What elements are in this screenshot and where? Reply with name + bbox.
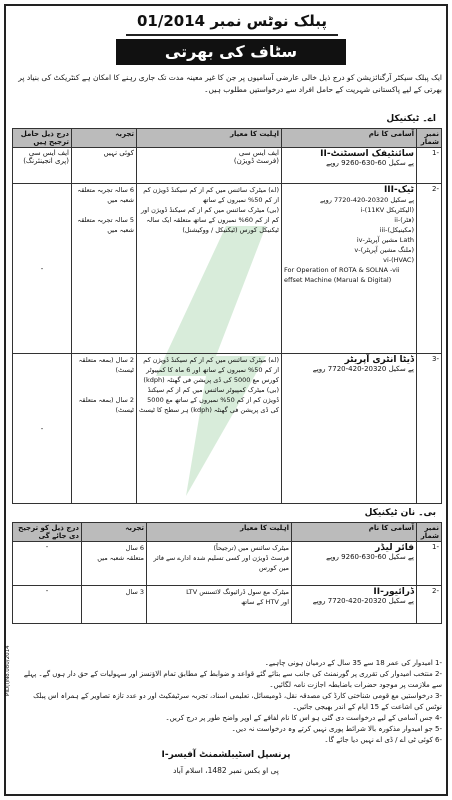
qual-line: میٹرک مع سول ڈرائیونگ لائسنس LTV (186, 588, 289, 596)
row-post (292, 586, 417, 624)
row-pref: - (13, 184, 72, 354)
exp-line: 2 سال (بمعہ متعلقہ ٹیسٹ) (78, 356, 134, 374)
exp-line: 5 سالہ تجربہ متعلقہ شعبہ میں (77, 216, 134, 234)
qual-line: (فرسٹ ڈویژن) (233, 157, 279, 165)
row-pref: - (13, 542, 82, 586)
table-row (13, 542, 442, 586)
row-exp (82, 542, 147, 586)
intro-text: ایک پبلک سیکٹر آرگنائزیشن کو درج ذیل خالی عارضی آسامیوں پر جن کا غیر معینہ مدت تک جاری رہنے کا امکان ہے کنٹریکٹ کی بنیاد پر بھرتی کے لیے پاکستانی شہریت کے حامل افراد سے درخواستیں مطلوب ہیں۔ (18, 73, 442, 94)
row-post (292, 542, 417, 586)
trade-line: (HVAC)-vi (383, 256, 414, 264)
row-pref: - (13, 586, 82, 624)
col-header-pref: درج ذیل کو ترجیح دی جائے گی (13, 523, 82, 542)
row-exp: 3 سال (82, 586, 147, 624)
post-name: سائنٹیفک اسسٹنٹ-II (320, 149, 414, 159)
public-notice-page (4, 4, 448, 796)
pref-line: ایف ایس سی (28, 149, 69, 157)
qual-line: (بی) میٹرک سائنس میں کم از کم سیکنڈ ڈویژن اور کم از کم 60% نمبروں کے ساتھ متعلقہ ایک سالہ ٹیکنیکل کورس (ٹیکنیکل / ووکیشنل) (140, 206, 279, 234)
notice-title: پبلک نوٹس نمبر 01/2014 (126, 12, 338, 36)
note-item: -2 منتخب امیدوار کی تقرری پر گورنمنٹ کی جانب سے بتائے گئے قواعد و ضوابط کے مطابق تمام الاؤنسز اور سہولیات کے حق دار ہوں گے۔ پہلے سے ملازمت پر موجود حضرات باضابطہ اجازت نامہ لگائیں۔ (23, 670, 442, 689)
col-header-qual: اہلیت کا معیار (147, 523, 292, 542)
row-qual (147, 586, 292, 624)
post-name: ٹیک-III (383, 185, 414, 195)
table-header-row (13, 523, 442, 542)
row-no: -2 (417, 586, 442, 624)
table-row (13, 148, 442, 184)
trade-line: (فٹر)-ii (394, 216, 414, 224)
row-exp (72, 354, 137, 504)
row-exp (72, 184, 137, 354)
trade-line: (مکینیکل)-iii (379, 226, 414, 234)
table-row (13, 586, 442, 624)
col-header-no: نمبر شمار (417, 523, 442, 542)
table-header-row (13, 129, 442, 148)
note-item: -1 امیدوار کی عمر 18 سے 35 سال کے درمیان ہونی چاہیے۔ (264, 659, 442, 667)
exp-line: 6 سال (125, 544, 144, 552)
row-post (282, 148, 417, 184)
row-pref: - (13, 354, 72, 504)
table-row (13, 184, 442, 354)
signature-title: پرنسپل اسٹیبلشمنٹ آفیسر-I (161, 750, 291, 760)
col-header-qual: اہلیت کا معیار (137, 129, 282, 148)
row-no: -1 (417, 148, 442, 184)
trade-line: Lath مشین آپریٹر-iv (356, 236, 414, 244)
row-qual (137, 354, 282, 504)
exp-line: 6 سالہ تجربہ متعلقہ شعبہ میں (77, 186, 134, 204)
row-no: -1 (417, 542, 442, 586)
row-post (282, 184, 417, 354)
note-item: -6 کوئی ٹی اے / ڈی اے نہیں دیا جائے گا۔ (324, 736, 442, 744)
exp-line: 2 سال (بمعہ متعلقہ ٹیسٹ) (78, 396, 134, 414)
section-a-label: اے۔ ٹیکنیکل (386, 114, 436, 124)
col-header-no: نمبر شمار (417, 129, 442, 148)
pid-number: PID(I)No.080/2014 (5, 645, 11, 696)
post-name: فائر لیڈر (375, 543, 414, 553)
trade-line-en: For Operation of ROTA & SOLNA -vii (284, 266, 400, 274)
row-no: -3 (417, 354, 442, 504)
notice-subtitle: سٹاف کی بھرتی (116, 39, 346, 65)
signature-address: پی او بکس نمبر 1482، اسلام آباد (173, 766, 279, 775)
row-qual (137, 148, 282, 184)
note-item: -4 جس آسامی کے لیے درخواست دی گئی ہو اس کا نام لفافے کے اوپر واضح طور پر درج کریں۔ (165, 714, 442, 722)
col-header-pref: درج ذیل حامل ترجیح ہیں (13, 129, 72, 148)
non-technical-posts-table (12, 522, 442, 624)
trade-line-en: effset Machine (Marual & Digital) (284, 276, 392, 284)
pay-scale: پے سکیل 20320-420-7720 روپے (312, 597, 414, 605)
note-item: -5 جو امیدوار مذکورہ بالا شرائط پوری نہیں کرتے وہ درخواست نہ دیں۔ (231, 725, 442, 733)
qual-line: ایف ایس سی (238, 149, 279, 157)
col-header-exp: تجربہ (82, 523, 147, 542)
pay-scale: پے سکیل 60-630-9260 روپے (326, 159, 414, 167)
trade-line: (ملنگ مشین آپریٹر)-v (354, 246, 414, 254)
row-pref (13, 148, 72, 184)
col-header-post: آسامی کا نام (292, 523, 417, 542)
col-header-exp: تجربہ (72, 129, 137, 148)
qual-line: (اے) میٹرک سائنس میں کم از کم سیکنڈ ڈویژن کم از کم 50% نمبروں کے ساتھ اور 6 ماہ کا کمپیوٹر کورس مع 5000 کی ڈی پریشن فی گھنٹہ (kdph) (143, 356, 279, 384)
technical-posts-table (12, 128, 442, 504)
exp-line: متعلقہ شعبہ میں (97, 554, 144, 562)
trade-line: (الیکٹریکل 11KV)-i (360, 206, 414, 214)
note-item: -3 درخواستیں مع قومی شناختی کارڈ کی مصدقہ نقل، ڈومیسائل، تعلیمی اسناد، تجربہ سرٹیفکیٹ اور دو عدد تازہ تصاویر کے ہمراہ اس پبلک نوٹس کی اشاعت کے 15 ایام کے اندر بھیجی جائیں۔ (33, 692, 442, 711)
row-exp: کوئی نہیں (72, 148, 137, 184)
row-no: -2 (417, 184, 442, 354)
qual-line: فرسٹ ڈویژن اور کسی تسلیم شدہ ادارے سے فائر مین کورس (153, 554, 289, 572)
col-header-post: آسامی کا نام (282, 129, 417, 148)
pay-scale: پے سکیل 20320-420-7720 روپے (319, 196, 414, 204)
post-name: ڈرائیور-II (373, 587, 414, 597)
row-qual (137, 184, 282, 354)
pay-scale: پے سکیل 60-630-9260 روپے (326, 553, 414, 561)
qual-line: (اے) میٹرک سائنس میں کم از کم سیکنڈ ڈویژن کم از کم 50% نمبروں کے ساتھ (143, 186, 279, 204)
section-b-label: بی۔ نان ٹیکنیکل (364, 508, 436, 518)
qual-line: اور HTV کے ساتھ (241, 598, 289, 606)
table-row (13, 354, 442, 504)
row-post (282, 354, 417, 504)
notes-list (18, 658, 442, 746)
qual-line: میٹرک سائنس میں (ترجیحاً) (213, 544, 289, 552)
row-qual (147, 542, 292, 586)
pay-scale: پے سکیل 20320-420-7720 روپے (312, 365, 414, 373)
post-name: ڈیٹا انٹری آپریٹر (344, 355, 414, 365)
qual-line: (بی) میٹرک کمپیوٹر سائنس میں کم از کم سیکنڈ ڈویژن کم از کم 50% نمبروں کے ساتھ مع 5000 کی ڈی پریشن فی گھنٹہ (kdph) ہر سطح کا ٹیسٹ (138, 386, 279, 414)
pref-line: (پری انجینئرنگ) (23, 157, 69, 165)
